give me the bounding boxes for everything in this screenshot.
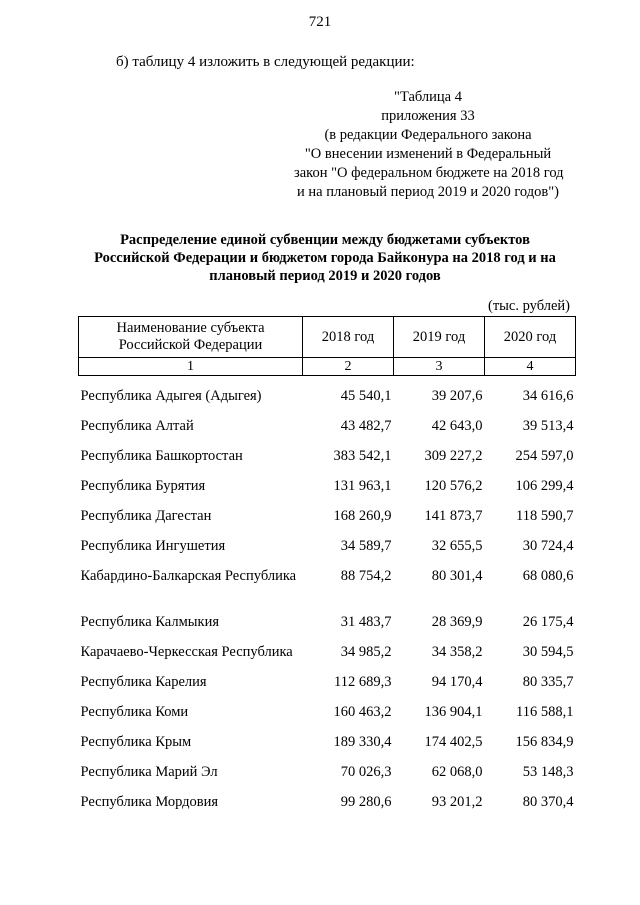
value-2019: 28 369,9 [431,614,483,630]
subject-name: Республика Коми [80,704,189,720]
subject-name: Республика Карелия [80,674,207,690]
table-row [79,568,576,614]
budget-table [78,316,576,824]
value-2018: 43 482,7 [340,418,392,434]
amendment-reference-line: и на плановый период 2019 и 2020 годов") [297,184,559,200]
value-2019: 93 201,2 [431,794,483,810]
value-2018: 168 260,9 [333,508,392,524]
value-2019: 120 576,2 [424,478,483,494]
amendment-reference-line: (в редакции Федерального закона [324,127,532,143]
amendment-reference [294,88,562,202]
intro-text: б) таблицу 4 изложить в следующей редакции: [116,54,415,70]
value-2018: 383 542,1 [333,448,392,464]
subject-name: Кабардино-Балкарская Республика [80,568,297,584]
value-2019: 309 227,2 [424,448,483,464]
value-2020: 53 148,3 [522,764,574,780]
document-title [70,231,580,285]
amendment-reference-line: закон "О федеральном бюджете на 2018 год [294,165,564,181]
value-2018: 31 483,7 [340,614,392,630]
value-2020: 106 299,4 [515,478,574,494]
subject-name: Республика Ингушетия [80,538,226,554]
table-row [79,614,576,644]
value-2020: 156 834,9 [515,734,574,750]
column-number: 3 [394,358,485,376]
value-2018: 88 754,2 [340,568,392,584]
value-2019: 174 402,5 [424,734,483,750]
value-2020: 26 175,4 [522,614,574,630]
value-2020: 68 080,6 [522,568,574,584]
value-2018: 70 026,3 [340,764,392,780]
value-2020: 80 335,7 [522,674,574,690]
amendment-reference-line: "Таблица 4 [394,89,462,105]
value-2019: 136 904,1 [424,704,483,720]
header-subject-name: Наименование субъекта Российской Федерации [79,317,303,358]
value-2018: 34 985,2 [340,644,392,660]
value-2018: 189 330,4 [333,734,392,750]
value-2018: 34 589,7 [340,538,392,554]
value-2019: 32 655,5 [431,538,483,554]
page-number: 721 [308,14,332,30]
table-row [79,418,576,448]
value-2020: 34 616,6 [522,388,574,404]
value-2019: 39 207,6 [431,388,483,404]
value-2019: 80 301,4 [431,568,483,584]
value-2018: 45 540,1 [340,388,392,404]
value-2018: 99 280,6 [340,794,392,810]
subject-name: Республика Алтай [80,418,194,434]
table-row [79,538,576,568]
value-2019: 94 170,4 [431,674,483,690]
units-label: (тыс. рублей) [488,298,570,314]
header-2019: 2019 год [394,317,485,358]
column-number-row [79,358,576,376]
column-number: 1 [79,358,303,376]
amendment-reference-line: "О внесении изменений в Федеральный [304,146,552,162]
subject-name: Республика Крым [80,734,192,750]
table-row [79,764,576,794]
table-row [79,734,576,764]
table-row [79,448,576,478]
table-row [79,508,576,538]
subject-name: Республика Марий Эл [80,764,218,780]
value-2020: 118 590,7 [516,508,574,524]
subject-name: Республика Калмыкия [80,614,219,630]
table-row [79,674,576,704]
table-row [79,376,576,419]
value-2019: 42 643,0 [431,418,483,434]
subject-name: Республика Башкортостан [80,448,243,464]
table-row [79,794,576,824]
value-2020: 80 370,4 [522,794,574,810]
header-2018: 2018 год [303,317,394,358]
value-2018: 160 463,2 [333,704,392,720]
subject-name: Республика Бурятия [80,478,206,494]
column-number: 4 [485,358,576,376]
value-2018: 112 689,3 [334,674,392,690]
table-row [79,478,576,508]
table-header-row [79,317,576,358]
document-title-line: плановый период 2019 и 2020 годов [209,268,441,284]
subject-name: Карачаево-Черкесская Республика [80,644,293,660]
value-2020: 30 724,4 [522,538,574,554]
value-2019: 34 358,2 [431,644,483,660]
value-2020: 116 588,1 [516,704,574,720]
table-row [79,644,576,674]
column-number: 2 [303,358,394,376]
value-2019: 141 873,7 [424,508,483,524]
value-2018: 131 963,1 [333,478,392,494]
header-2020: 2020 год [485,317,576,358]
table-row [79,704,576,734]
subject-name: Республика Дагестан [80,508,212,524]
value-2020: 39 513,4 [522,418,574,434]
amendment-reference-line: приложения 33 [381,108,475,124]
document-title-line: Распределение единой субвенции между бюджетами субъектов [120,232,530,248]
value-2019: 62 068,0 [431,764,483,780]
document-title-line: Российской Федерации и бюджетом города Байконура на 2018 год и на [94,250,556,266]
value-2020: 30 594,5 [522,644,574,660]
subject-name: Республика Адыгея (Адыгея) [80,388,262,404]
value-2020: 254 597,0 [515,448,574,464]
subject-name: Республика Мордовия [80,794,219,810]
